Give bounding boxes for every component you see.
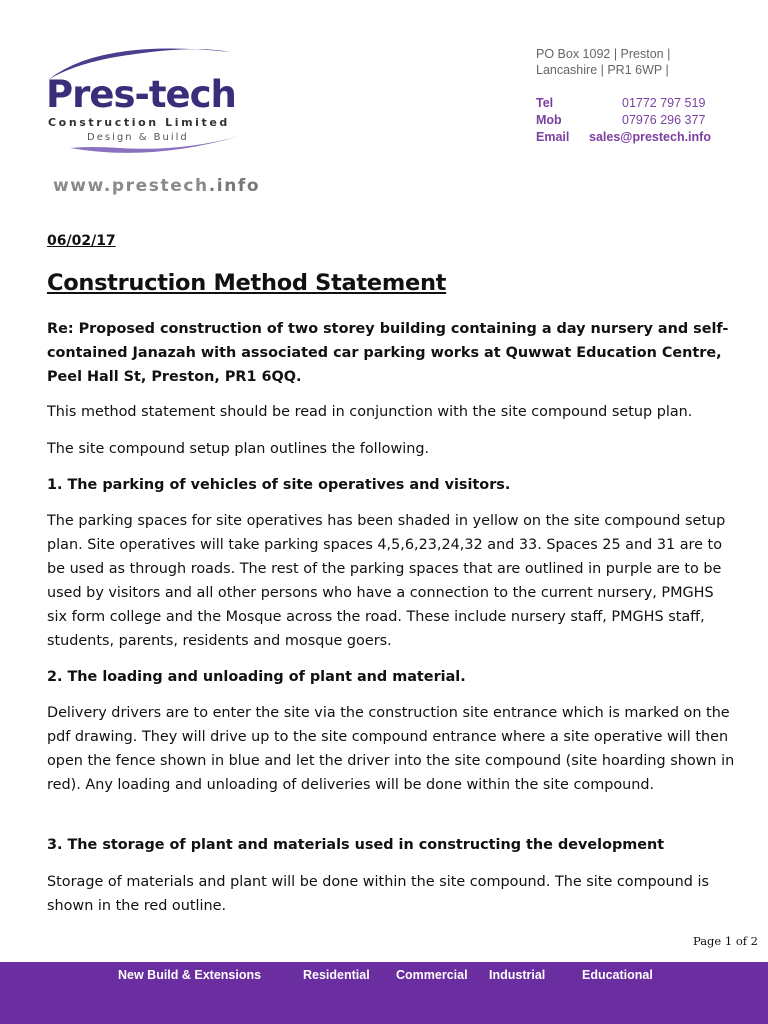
website-link[interactable] bbox=[53, 176, 260, 196]
contact-row-mob bbox=[536, 112, 711, 129]
email-link[interactable]: sales@prestech.info bbox=[589, 130, 711, 144]
section-heading-1: 1. The parking of vehicles of site operatives and visitors. bbox=[47, 477, 511, 493]
address-line-2: Lancashire | PR1 6WP | bbox=[536, 63, 669, 77]
company-logo bbox=[40, 40, 270, 165]
section-body-1: The parking spaces for site operatives has been shaded in yellow on the site compound setup plan. Site operatives will take parking spaces 4,5,6,23,24,32 and 33. Spaces 25 and 31 are to be used as through roads. The rest of the parking spaces that are outlined in purple are to be used by visitors and all other persons who have a connection to the current nursery, PMGHS six form college and the Mosque across the road. These include nursery staff, PMGHS staff, students, parents, residents and mosque goers. bbox=[47, 513, 726, 649]
section-heading-2: 2. The loading and unloading of plant and material. bbox=[47, 669, 466, 685]
address-line-1: PO Box 1092 | Preston | bbox=[536, 47, 671, 61]
contact-label: Email bbox=[536, 130, 570, 144]
logo-wordmark: Pres-tech bbox=[46, 73, 236, 116]
contact-label: Tel bbox=[536, 96, 554, 110]
company-address bbox=[536, 46, 670, 78]
logo-tagline: Design & Build bbox=[87, 132, 189, 143]
contact-row-tel bbox=[536, 95, 711, 112]
website-prefix: www.prestech bbox=[53, 176, 209, 196]
document-title: Construction Method Statement bbox=[47, 270, 447, 296]
section-body-3: Storage of materials and plant will be done within the site compound. The site compound is shown in the red outline. bbox=[47, 874, 709, 914]
footer-item-educational: Educational bbox=[582, 968, 653, 982]
intro-paragraph-1: This method statement should be read in conjunction with the site compound setup plan. bbox=[47, 404, 693, 420]
contact-details bbox=[536, 95, 711, 146]
section-body-2: Delivery drivers are to enter the site via the construction site entrance which is marked on the pdf drawing. They will drive up to the site compound entrance where a site operative will then open the fence shown in blue and let the driver into the site compound (site hoarding shown in red). Any loading and unloading of deliveries will be done within the site compound. bbox=[47, 705, 735, 793]
intro-paragraph-2: The site compound setup plan outlines the following. bbox=[47, 441, 430, 457]
website-suffix: .info bbox=[208, 176, 261, 196]
footer-item-residential: Residential bbox=[303, 968, 370, 982]
page-number: Page 1 of 2 bbox=[692, 934, 758, 948]
footer-item-commercial: Commercial bbox=[396, 968, 468, 982]
section-heading-3: 3. The storage of plant and materials used in constructing the development bbox=[47, 837, 665, 853]
logo-subtitle: Construction Limited bbox=[48, 116, 230, 129]
mobile-number[interactable]: 07976 296 377 bbox=[622, 113, 706, 127]
tel-number[interactable]: 01772 797 519 bbox=[622, 96, 706, 110]
footer-bar bbox=[0, 962, 768, 1024]
re-paragraph: Re: Proposed construction of two storey building containing a day nursery and self-contained Janazah with associated car parking works at Quwwat Education Centre, Peel Hall St, Preston, PR1 6QQ. bbox=[47, 321, 729, 385]
contact-label: Mob bbox=[536, 113, 562, 127]
contact-row-email bbox=[536, 129, 711, 146]
footer-item-industrial: Industrial bbox=[489, 968, 546, 982]
document-date: 06/02/17 bbox=[47, 233, 116, 249]
footer-item-new-build: New Build & Extensions bbox=[118, 968, 262, 982]
